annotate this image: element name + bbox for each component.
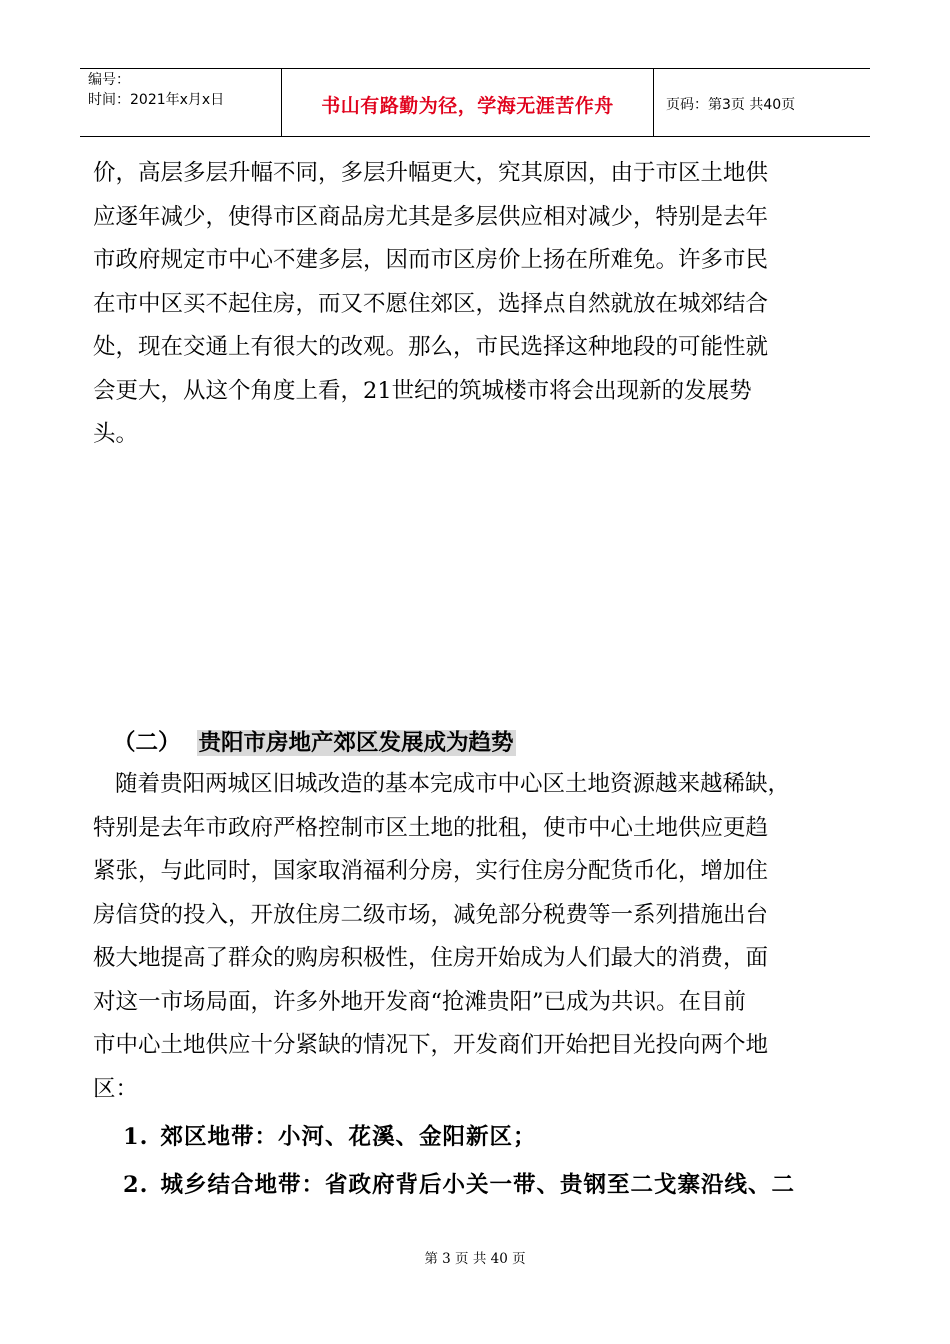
text-line: 区： [93, 1075, 139, 1102]
text-line: 特别是去年市政府严格控制市区土地的批租，使市中心土地供应更趋 [93, 814, 769, 841]
page-footer: 第 3 页 共 40 页 [424, 1251, 526, 1267]
header-meta-cell [80, 69, 282, 136]
header-page-info: 页码：第3页 共40页 [666, 97, 796, 113]
header-motto: 书山有路勤为径，学海无涯苦作舟 [321, 95, 614, 117]
text-line: 会更大，从这个角度上看，21世纪的筑城楼市将会出现新的发展势 [93, 377, 752, 404]
section-heading [113, 728, 516, 758]
text-line: 市中心土地供应十分紧缺的情况下，开发商们开始把目光投向两个地 [93, 1032, 769, 1058]
document-number-label: 编号： [88, 72, 130, 88]
text-line: 紧张，与此同时，国家取消福利分房，实行住房分配货币化，增加住 [93, 858, 769, 884]
page-header [80, 68, 870, 137]
header-page-cell [654, 69, 870, 136]
text-line: 应逐年减少，使得市区商品房尤其是多层供应相对减少，特别是去年 [93, 203, 769, 230]
list-item-text: 城乡结合地带：省政府背后小关一带、贵钢至二戈寨沿线、二 [160, 1172, 796, 1198]
text-line: 在市中区买不起住房，而又不愿住郊区，选择点自然就放在城郊结合 [93, 290, 769, 317]
text-line: 房信贷的投入，开放住房二级市场，减免部分税费等一系列措施出台 [93, 901, 769, 928]
text-line: 市政府规定市中心不建多层，因而市区房价上扬在所难免。许多市民 [93, 247, 769, 273]
list-item [123, 1119, 537, 1155]
text-line: 随着贵阳两城区旧城改造的基本完成市中心区土地资源越来越稀缺， [115, 771, 791, 797]
text-line: 对这一市场局面，许多外地开发商“抢滩贵阳”已成为共识。在目前 [93, 988, 747, 1015]
section-number: （二） [113, 730, 181, 756]
text-line: 价，高层多层升幅不同，多层升幅更大，究其原因，由于市区土地供 [93, 160, 769, 186]
text-line: 极大地提高了群众的购房积极性，住房开始成为人们最大的消费，面 [93, 945, 769, 971]
body-paragraph-1 [93, 152, 873, 457]
list-item-number: 2. [123, 1172, 149, 1198]
header-motto-cell [282, 69, 654, 136]
list-item-number: 1. [123, 1124, 149, 1150]
list-item-text: 郊区地带：小河、花溪、金阳新区； [160, 1124, 537, 1150]
list-item [123, 1167, 795, 1203]
document-time-label: 时间：2021年x月x日 [88, 92, 225, 108]
body-paragraph-2 [93, 763, 873, 1111]
text-line: 头。 [93, 421, 139, 447]
section-title: 贵阳市房地产郊区发展成为趋势 [198, 730, 514, 756]
text-line: 处，现在交通上有很大的改观。那么，市民选择这种地段的可能性就 [93, 334, 769, 360]
